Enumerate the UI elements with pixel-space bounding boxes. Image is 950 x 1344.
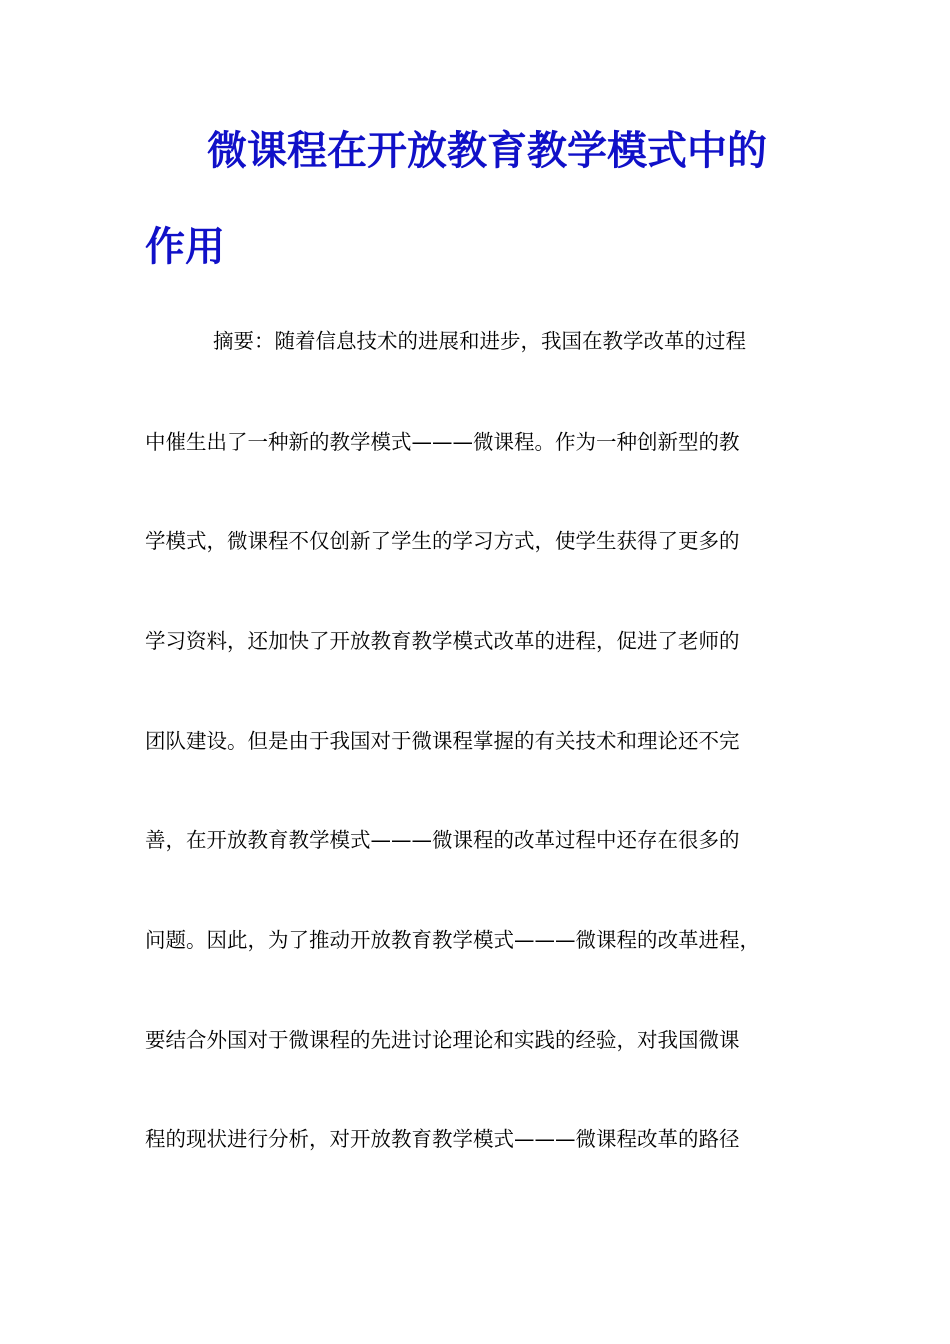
abstract-line-2: 中催生出了一种新的教学模式———微课程。作为一种创新型的教 [145,430,740,454]
abstract-line-6: 善，在开放教育教学模式———微课程的改革过程中还存在很多的 [145,828,740,852]
abstract-line-4: 学习资料，还加快了开放教育教学模式改革的进程，促进了老师的 [145,629,740,653]
title-line-2: 作用 [145,224,225,270]
abstract-line-7: 问题。因此，为了推动开放教育教学模式———微课程的改革进程， [145,928,760,952]
abstract-line-9: 程的现状进行分析，对开放教育教学模式———微课程改革的路径 [145,1127,740,1151]
abstract-line-3: 学模式，微课程不仅创新了学生的学习方式，使学生获得了更多的 [145,529,740,553]
abstract-line-1: 摘要：随着信息技术的进展和进步，我国在教学改革的过程 [213,329,746,353]
abstract-line-8: 要结合外国对于微课程的先进讨论理论和实践的经验，对我国微课 [145,1028,740,1052]
abstract-line-5: 团队建设。但是由于我国对于微课程掌握的有关技术和理论还不完 [145,729,740,753]
title-line-1: 微课程在开放教育教学模式中的 [207,128,767,174]
